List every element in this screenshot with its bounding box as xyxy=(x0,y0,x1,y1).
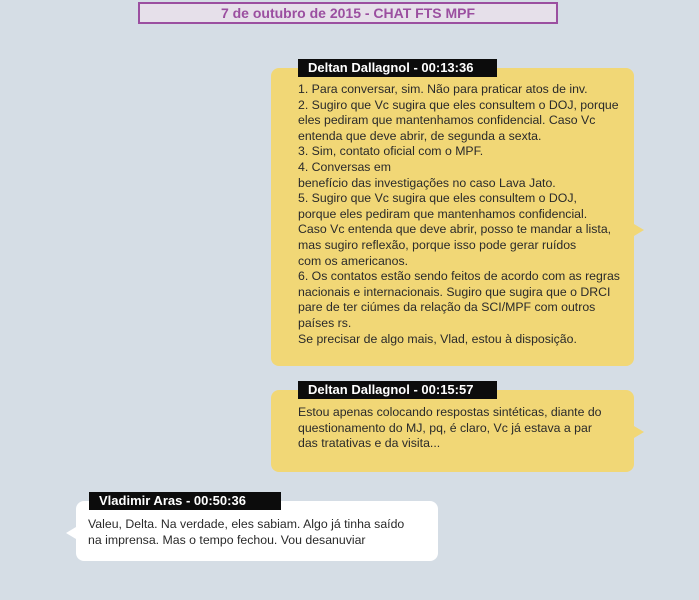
chat-date-header: 7 de outubro de 2015 - CHAT FTS MPF xyxy=(138,2,558,24)
message-text: Estou apenas colocando respostas sintéticas, diante do questionamento do MJ, pq, é claro, Vc já estava a par das tratativas e da visita... xyxy=(298,405,602,451)
bubble-tail xyxy=(634,426,644,438)
sender-label: Deltan Dallagnol - 00:13:36 xyxy=(298,59,497,77)
message-bubble xyxy=(76,501,438,561)
message-text: 1. Para conversar, sim. Não para praticar atos de inv. 2. Sugiro que Vc sugira que eles consultem o DOJ, porque eles pediram que mantenhamos confidencial. Caso Vc entenda que deve abrir, de segunda a sexta. 3. Sim, contato oficial com o MPF. 4. Conversas em benefício das investigações no caso Lava Jato. 5. Sugiro que Vc sugira que eles consultem o DOJ, porque eles pediram que mantenhamos confidencial. Caso Vc entenda que deve abrir, posso te mandar a lista, mas sugiro reflexão, porque isso pode gerar ruídos com os americanos. 6. Os contatos estão sendo feitos de acordo com as regras nacionais e internacionais. Sugiro que sugira que o DRCI pare de ter ciúmes da relação da SCI/MPF com outros países rs. Se precisar de algo mais, Vlad, estou à disposição. xyxy=(298,82,620,346)
message-bubble xyxy=(271,390,634,472)
message-text: Valeu, Delta. Na verdade, eles sabiam. Algo já tinha saído na imprensa. Mas o tempo fechou. Vou desanuviar xyxy=(88,517,405,547)
message-bubble xyxy=(271,68,634,366)
sender-label: Vladimir Aras - 00:50:36 xyxy=(89,492,281,510)
bubble-tail xyxy=(634,224,644,236)
sender-label: Deltan Dallagnol - 00:15:57 xyxy=(298,381,497,399)
bubble-tail xyxy=(66,527,76,539)
